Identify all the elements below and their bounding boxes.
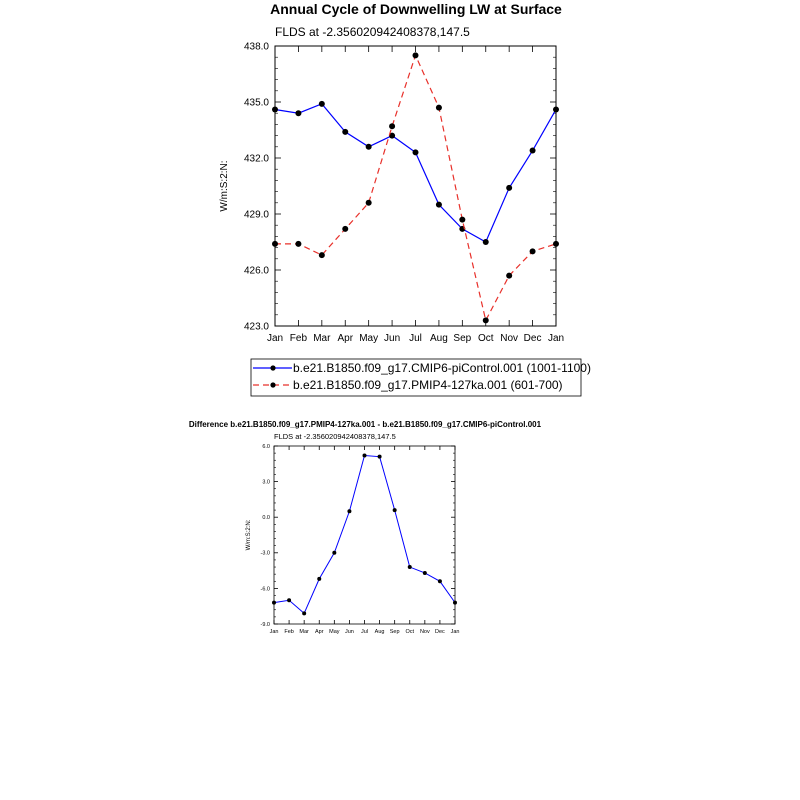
x-tick-label: Dec: [523, 333, 542, 344]
data-point: [317, 577, 321, 581]
x-tick-label: Feb: [284, 629, 294, 635]
x-tick-label: Feb: [289, 333, 308, 344]
x-tick-label: Jul: [409, 333, 422, 344]
y-axis-label: W/m:S:2:N:: [219, 160, 230, 212]
data-point: [389, 123, 395, 129]
data-point: [295, 110, 301, 116]
data-point: [506, 273, 512, 279]
data-point: [483, 317, 489, 323]
x-tick-label: Nov: [500, 333, 519, 344]
data-point: [393, 508, 397, 512]
data-point: [459, 217, 465, 223]
data-point: [436, 202, 442, 208]
annual-cycle-chart: [219, 1, 591, 396]
data-point: [506, 185, 512, 191]
x-tick-label: Jan: [266, 333, 284, 344]
y-tick-label: 438.0: [243, 41, 269, 53]
data-point: [319, 101, 325, 107]
series-group: [272, 453, 457, 615]
data-point: [366, 200, 372, 206]
x-tick-label: Dec: [435, 629, 445, 635]
legend: [251, 359, 591, 396]
data-point: [438, 579, 442, 583]
data-point: [319, 252, 325, 258]
x-tick-label: Jan: [547, 333, 565, 344]
data-point: [408, 565, 412, 569]
x-tick-label: Sep: [389, 629, 400, 635]
data-point: [413, 52, 419, 58]
x-tick-label: Apr: [337, 333, 354, 344]
data-point: [413, 149, 419, 155]
data-point: [436, 105, 442, 111]
y-tick-label: 3.0: [262, 479, 270, 486]
data-point: [295, 241, 301, 247]
x-tick-label: Mar: [299, 629, 309, 635]
chart-subtitle: FLDS at -2.356020942408378,147.5: [274, 432, 396, 441]
chart-subtitle: FLDS at -2.356020942408378,147.5: [275, 25, 470, 39]
y-tick-label: -9.0: [260, 621, 270, 628]
data-point: [272, 601, 276, 605]
data-point: [453, 601, 457, 605]
data-point: [272, 241, 278, 247]
x-tick-label: May: [329, 629, 340, 635]
x-tick-label: Jan: [269, 629, 279, 635]
y-tick-label: 423.0: [243, 321, 269, 333]
data-point: [363, 453, 367, 457]
x-tick-label: Jun: [344, 629, 354, 635]
x-tick-label: Oct: [405, 629, 415, 635]
chart-title: Annual Cycle of Downwelling LW at Surface: [270, 1, 562, 17]
legend-entry-127ka: b.e21.B1850.f09_g17.PMIP4-127ka.001 (601-700): [293, 378, 563, 392]
data-point: [378, 455, 382, 459]
series-line-1: [275, 55, 556, 320]
data-point: [272, 106, 278, 112]
x-tick-label: Aug: [374, 629, 385, 635]
y-tick-label: 0.0: [262, 515, 270, 522]
series-line-0: [274, 455, 455, 613]
data-point: [302, 611, 306, 615]
x-axis-ticks: [270, 446, 460, 635]
data-point: [553, 106, 559, 112]
y-axis-label: W/m:S:2:N:: [246, 519, 252, 551]
data-point: [366, 144, 372, 150]
data-point: [530, 148, 536, 154]
y-tick-label: 6.0: [262, 443, 270, 450]
data-point: [342, 129, 348, 135]
plot-frame: [274, 446, 455, 624]
plot-frame: [275, 46, 556, 326]
chart-title: Difference b.e21.B1850.f09_g17.PMIP4-127ka.001 - b.e21.B1850.f09_g17.CMIP6-piControl.001: [188, 420, 542, 429]
data-point: [483, 239, 489, 245]
x-tick-label: Sep: [453, 333, 472, 344]
legend-marker-127ka: [270, 382, 275, 387]
y-tick-label: 426.0: [243, 265, 269, 277]
x-tick-label: May: [359, 333, 379, 344]
y-tick-label: -3.0: [260, 550, 270, 557]
data-point: [332, 551, 336, 555]
x-tick-label: Oct: [477, 333, 494, 344]
x-tick-label: Mar: [313, 333, 331, 344]
series-group: [272, 52, 559, 323]
data-point: [530, 248, 536, 254]
x-tick-label: Jul: [360, 629, 369, 635]
y-tick-label: -6.0: [260, 586, 270, 593]
y-tick-label: 432.0: [243, 153, 269, 165]
data-point: [347, 509, 351, 513]
y-tick-label: 429.0: [243, 209, 269, 221]
x-axis-ticks: [267, 46, 564, 344]
difference-chart: [189, 420, 542, 635]
data-point: [342, 226, 348, 232]
data-point: [423, 571, 427, 575]
legend-marker-control: [270, 365, 275, 370]
series-line-0: [275, 104, 556, 242]
legend-entry-control: b.e21.B1850.f09_g17.CMIP6-piControl.001 (1001-1100): [293, 361, 591, 375]
x-tick-label: Apr: [314, 629, 324, 635]
y-tick-label: 435.0: [243, 97, 269, 109]
data-point: [287, 598, 291, 602]
x-tick-label: Jun: [384, 333, 401, 344]
x-tick-label: Aug: [430, 333, 448, 344]
data-point: [553, 241, 559, 247]
x-tick-label: Nov: [419, 629, 430, 635]
x-tick-label: Jan: [450, 629, 460, 635]
